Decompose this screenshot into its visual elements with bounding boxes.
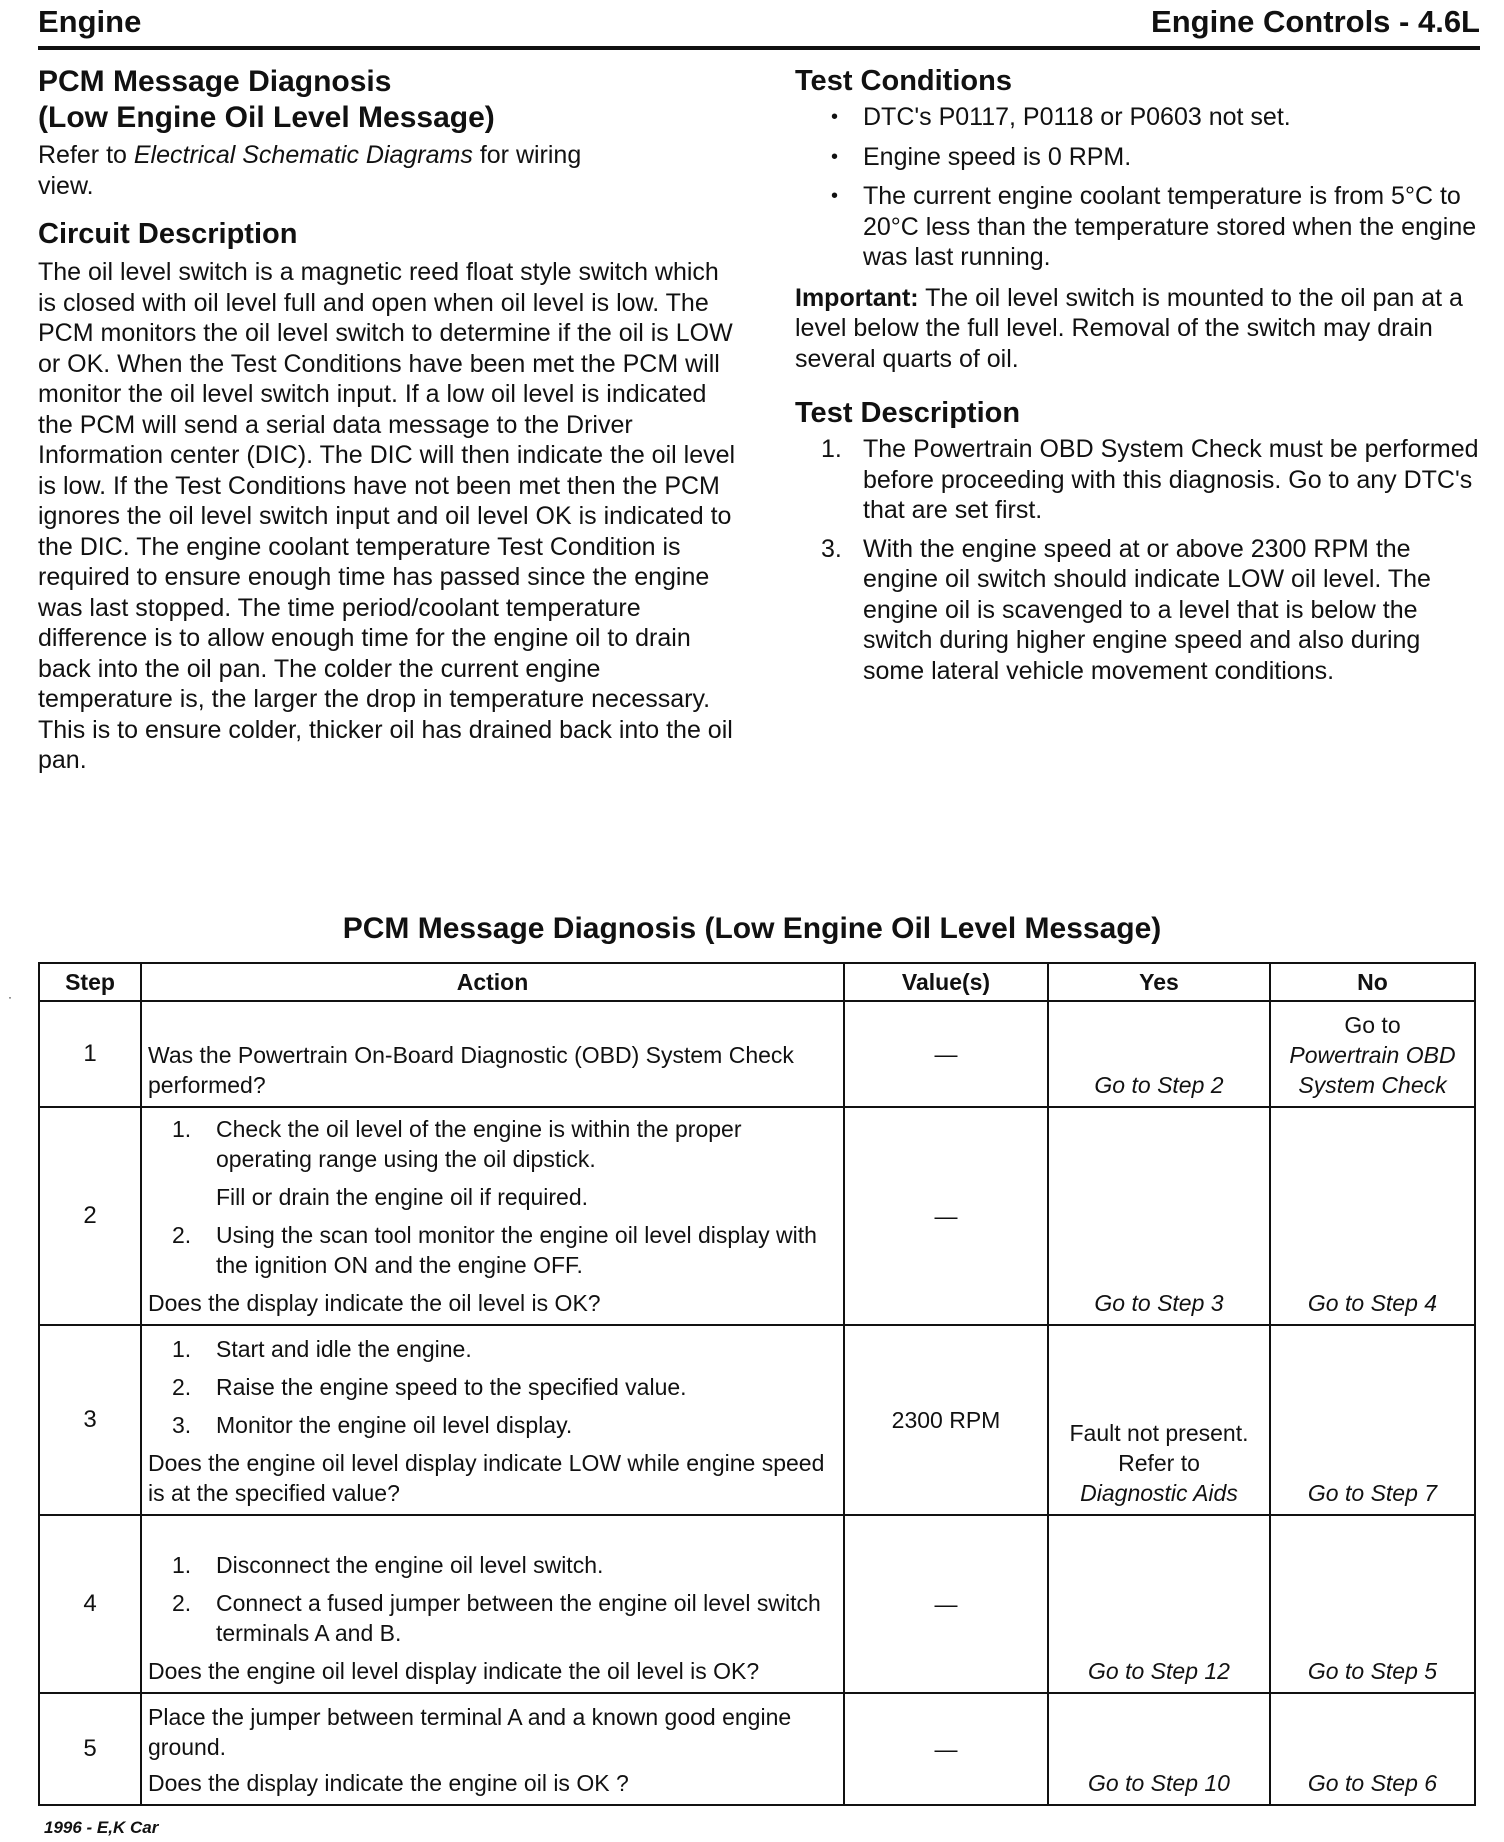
action-cell	[141, 1107, 844, 1325]
step-question: Does the engine oil level display indicate LOW while engine speed is at the specified value?	[148, 1450, 825, 1506]
table-row	[39, 1515, 1475, 1693]
diagnosis-table	[38, 962, 1476, 1806]
col-step: Step	[39, 963, 141, 1001]
condition-item: • DTC's P0117, P0118 or P0603 not set.	[795, 102, 1485, 133]
action-item: Place the jumper between terminal A and a known good engine ground.	[148, 1704, 792, 1760]
step-question: Does the display indicate the oil level is OK?	[148, 1290, 601, 1316]
scan-mark: ·	[8, 990, 12, 1004]
step-number: 4	[39, 1515, 141, 1693]
schematic-reference: Electrical Schematic Diagrams	[133, 141, 473, 169]
right-column	[795, 64, 1485, 694]
table-row	[39, 1325, 1475, 1515]
test-conditions-list	[795, 102, 1485, 273]
action-cell	[141, 1693, 844, 1805]
no-cell: Go to Step 7	[1270, 1325, 1475, 1515]
description-item: 3. With the engine speed at or above 2300 RPM the engine oil switch should indicate LOW oil level. The engine oil is scavenged to a level that is below the switch during higher engine speed and also during some lateral vehicle movement conditions.	[821, 534, 1431, 685]
action-item: 1. Disconnect the engine oil level switch.	[172, 1552, 604, 1578]
description-item: 1. The Powertrain OBD System Check must be performed before proceeding with this diagnosis. Go to any DTC's that are set first.	[821, 435, 1479, 524]
table-row	[39, 1001, 1475, 1107]
col-values: Value(s)	[844, 963, 1048, 1001]
table-row	[39, 1107, 1475, 1325]
table-title: PCM Message Diagnosis (Low Engine Oil Level Message)	[342, 912, 1162, 945]
action-item: 2. Using the scan tool monitor the engine oil level display with the ignition ON and the engine OFF.	[172, 1222, 817, 1278]
important-note: Important: The oil level switch is mounted to the oil pan at a level below the full level. Removal of the switch may drain several quarts of oil.	[795, 283, 1463, 373]
no-cell: Go to Step 5	[1270, 1515, 1475, 1693]
no-cell: Go to Step 6	[1270, 1693, 1475, 1805]
step-question: Was the Powertrain On-Board Diagnostic (OBD) System Check performed?	[148, 1042, 794, 1098]
page-header	[38, 2, 1480, 50]
step-number: 1	[39, 1001, 141, 1107]
condition-item: • Engine speed is 0 RPM.	[795, 142, 1485, 173]
test-conditions-heading: Test Conditions	[795, 65, 1012, 97]
col-yes: Yes	[1048, 963, 1270, 1001]
action-note: Fill or drain the engine oil if required.	[216, 1184, 589, 1210]
action-item: 1. Check the oil level of the engine is within the proper operating range using the oil dipstick.	[172, 1116, 742, 1172]
header-section: Engine	[38, 4, 142, 39]
value-cell: —	[844, 1107, 1048, 1325]
page-footer: 1996 - E,K Car	[44, 1818, 159, 1837]
refer-note: Refer to Electrical Schematic Diagrams for wiring view.	[38, 141, 582, 200]
action-item: 1. Start and idle the engine.	[172, 1336, 472, 1362]
step-question: Does the engine oil level display indicate the oil level is OK?	[148, 1658, 760, 1684]
action-item: 2. Raise the engine speed to the specified value.	[172, 1374, 687, 1400]
value-cell: —	[844, 1693, 1048, 1805]
col-action: Action	[141, 963, 844, 1001]
yes-cell: Go to Step 3	[1048, 1107, 1270, 1325]
condition-item: • The current engine coolant temperature is from 5°C to 20°C less than the temperature stored when the engine was last running.	[795, 181, 1485, 273]
test-description-list	[795, 434, 1485, 686]
value-cell: —	[844, 1001, 1048, 1107]
step-question: Does the display indicate the engine oil is OK ?	[148, 1770, 629, 1796]
circuit-description-heading: Circuit Description	[38, 218, 298, 250]
no-cell: Go to Powertrain OBD System Check	[1270, 1001, 1475, 1107]
yes-cell: Go to Step 2	[1048, 1001, 1270, 1107]
action-item: 2. Connect a fused jumper between the engine oil level switch terminals A and B.	[172, 1590, 821, 1646]
no-cell: Go to Step 4	[1270, 1107, 1475, 1325]
action-cell	[141, 1001, 844, 1107]
table-header-row	[39, 963, 1475, 1001]
col-no: No	[1270, 963, 1475, 1001]
yes-cell: Go to Step 12	[1048, 1515, 1270, 1693]
action-cell	[141, 1515, 844, 1693]
test-description-heading: Test Description	[795, 397, 1021, 429]
page-title-line2: (Low Engine Oil Level Message)	[38, 101, 495, 134]
action-item: 3. Monitor the engine oil level display.	[172, 1412, 573, 1438]
yes-cell: Fault not present. Refer to Diagnostic Aids	[1048, 1325, 1270, 1515]
table-row	[39, 1693, 1475, 1805]
circuit-description-text: The oil level switch is a magnetic reed float style switch which is closed with oil level full and open when oil level is low. The PCM monitors the oil level switch to determine if the oil is LOW or OK. When the Test Conditions have been met the PCM will monitor the oil level switch input. If a low oil level is indicated the PCM will send a serial data message to the Driver Information center (DIC). The DIC will then indicate the oil level is low. If the Test Conditions have not been met then the PCM ignores the oil level switch input and oil level OK is indicated to the DIC. The engine coolant temperature Test Condition is required to ensure enough time has passed since the engine was last stopped. The time period/coolant temperature difference is to allow enough time for the engine oil to drain back into the oil pan. The colder the current engine temperature is, the larger the drop in temperature necessary. This is to ensure colder, thicker oil has drained back into the oil pan.	[38, 258, 736, 774]
action-cell	[141, 1325, 844, 1515]
page-title-line1: PCM Message Diagnosis	[38, 65, 392, 98]
value-cell: 2300 RPM	[844, 1325, 1048, 1515]
step-number: 5	[39, 1693, 141, 1805]
step-number: 2	[39, 1107, 141, 1325]
header-chapter: Engine Controls - 4.6L	[1151, 4, 1480, 39]
yes-cell: Go to Step 10	[1048, 1693, 1270, 1805]
left-column	[38, 64, 738, 776]
value-cell: —	[844, 1515, 1048, 1693]
step-number: 3	[39, 1325, 141, 1515]
